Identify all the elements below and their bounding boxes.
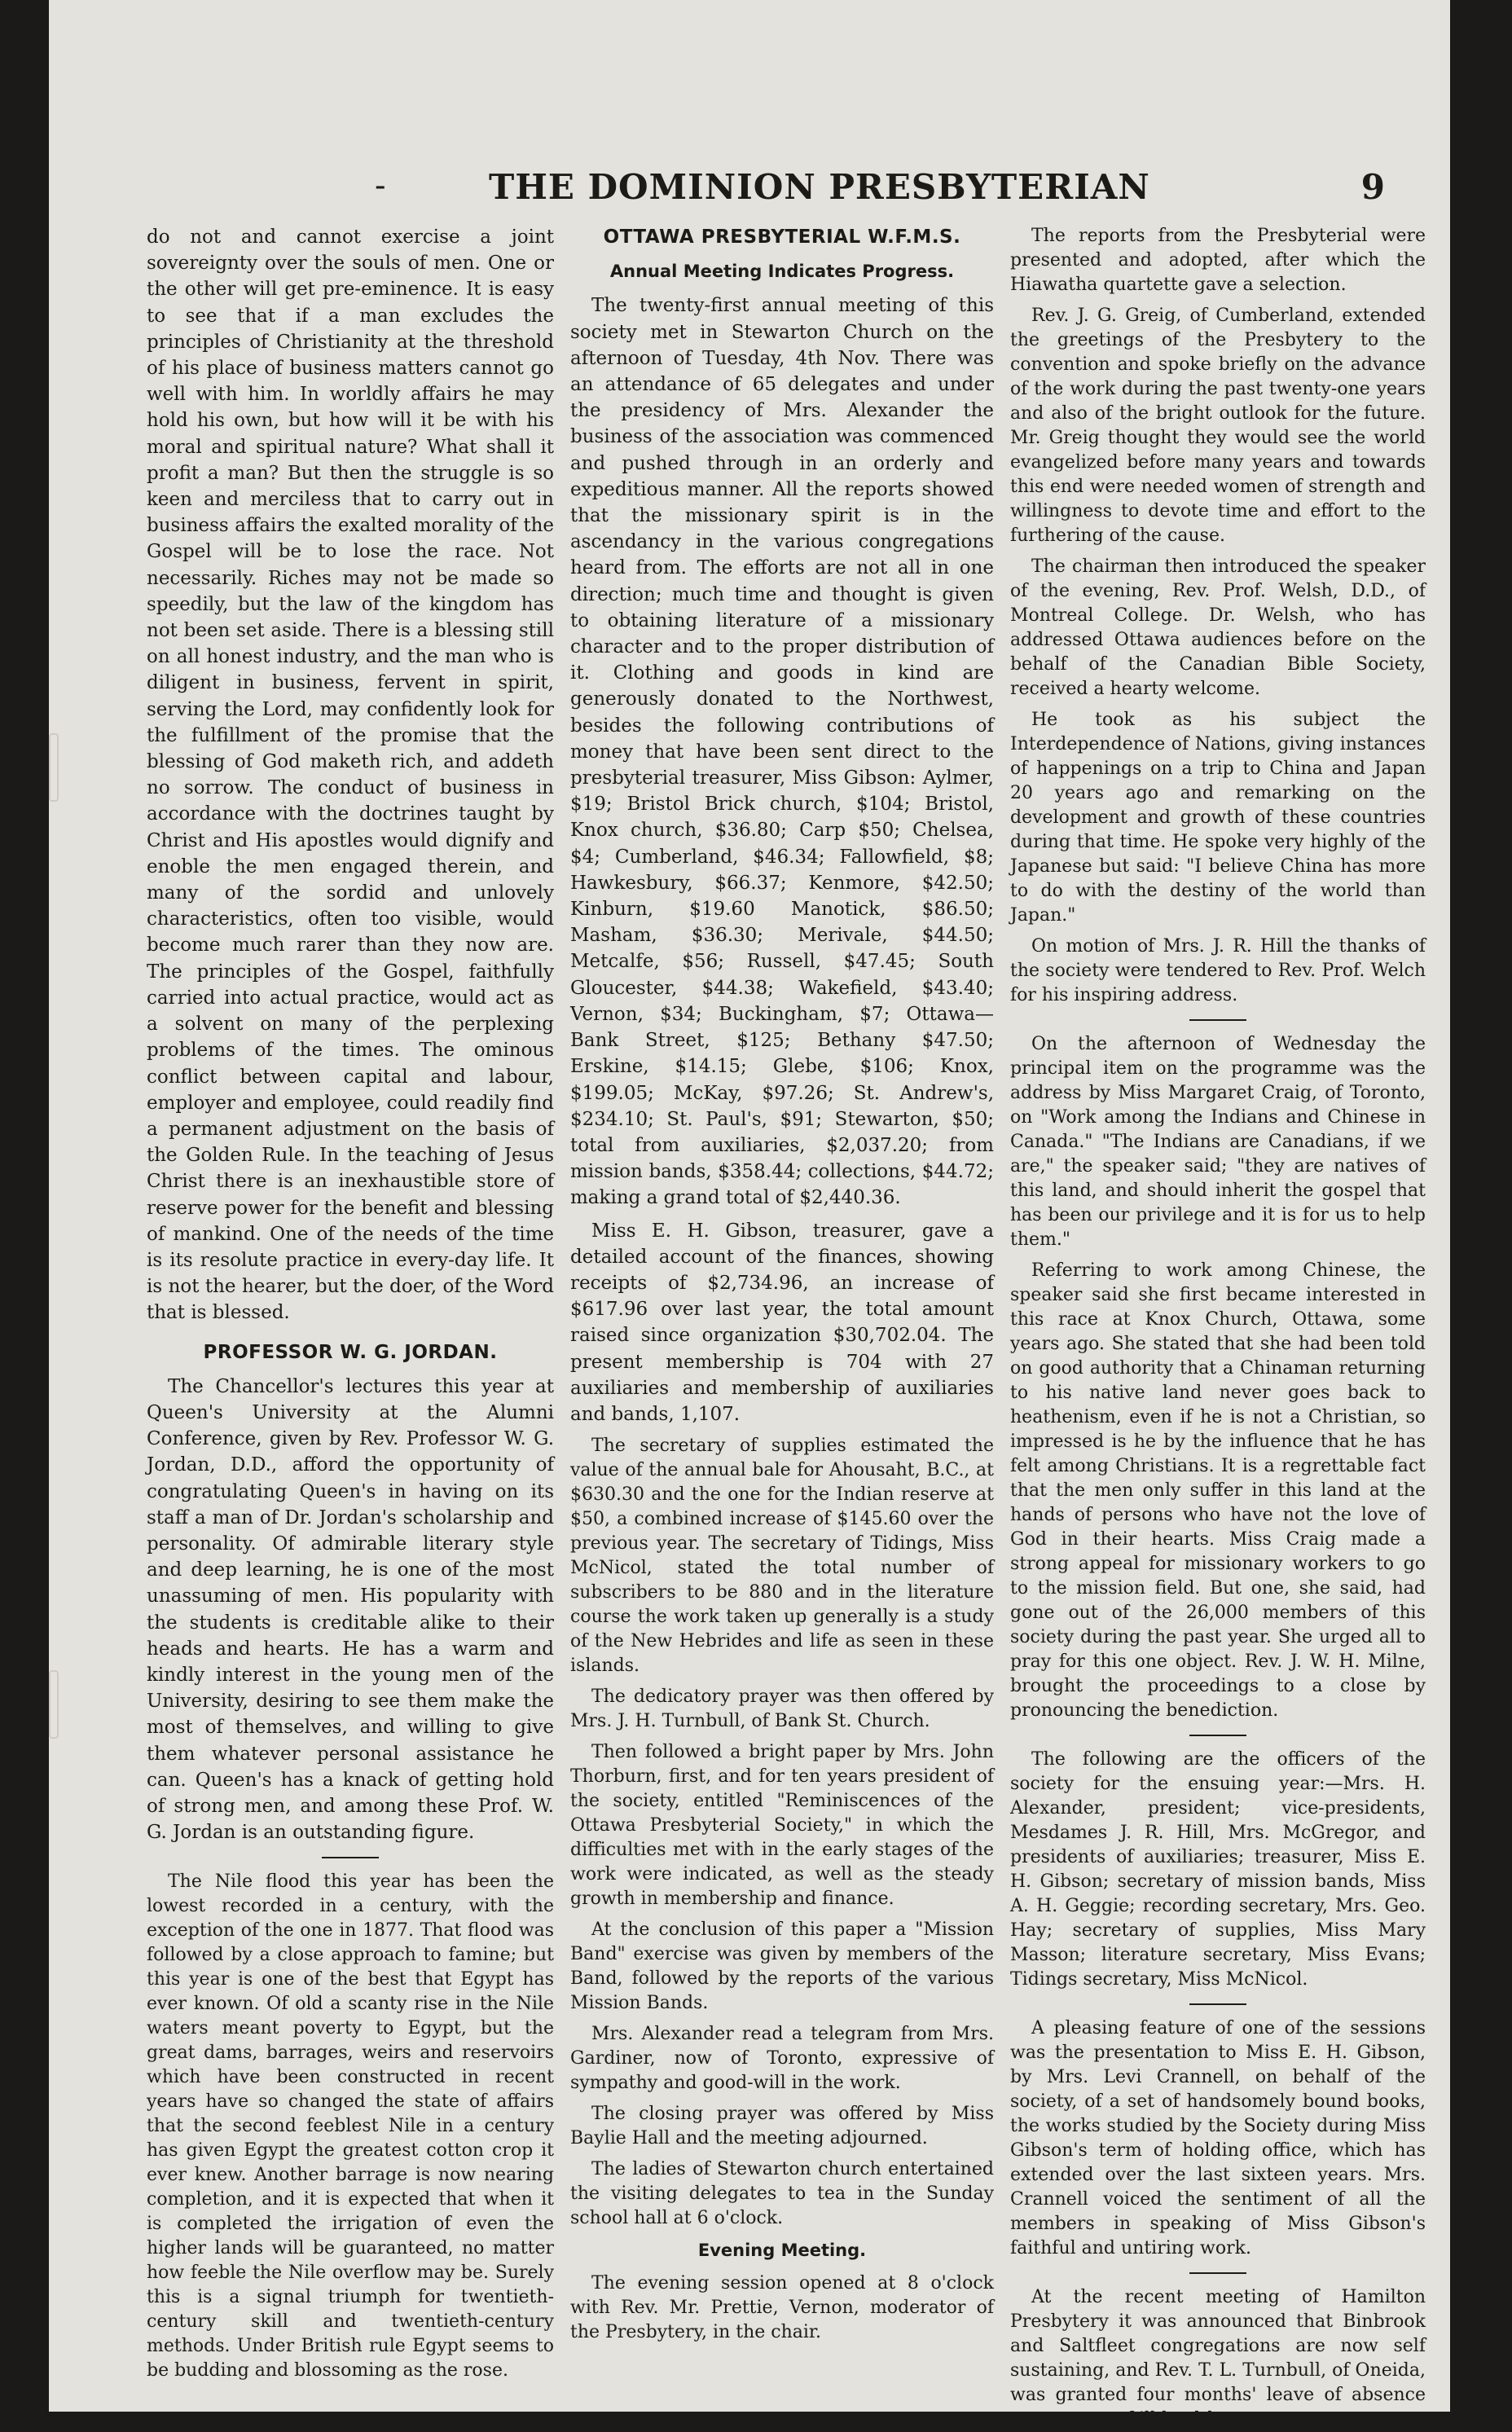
wfms-subheading: Annual Meeting Indicates Progress. xyxy=(609,262,955,282)
article-paragraph: Miss E. H. Gibson, treasurer, gave a detailed account of the finances, showing receipts of $2,734.96, an increase of $617.96 over last year, the total amount raised since organization $30,702.04. The present membership is 704 with 27 auxiliaries and membership of auxiliaries and bands, 1,107. xyxy=(570,1220,994,1425)
publication-title: THE DOMINION PRESBYTERIAN xyxy=(489,167,1150,207)
section-divider xyxy=(322,1857,379,1858)
article-paragraph: The secretary of supplies estimated the value of the annual bale for Ahousaht, B.C., at $630.30 and the one for the Indian reserve at $50, a combined increase of $145.60 over the previous year. The secretary of Tidings, Miss McNicol, stated the total number of subscribers to be 880 and in the literature course the work taken up generally is a study of the New Hebrides and life as seen in these islands. xyxy=(570,1436,994,1677)
article-paragraph: Rev. J. G. Greig, of Cumberland, extended the greetings of the Presbytery to the convention and spoke briefly on the advance of the work during the past twenty-one years and also of the bright outlook for the future. Mr. Greig thought they would see the world evangelized before many years and towards this end were needed women of strength and willingness to devote time and effort to the furthering of the cause. xyxy=(1010,306,1426,546)
section-divider xyxy=(1189,1019,1246,1021)
article-paragraph: The chairman then introduced the speaker of the evening, Rev. Prof. Welsh, D.D., of Montreal College. Dr. Welsh, who has addressed Ottawa audiences before on the behalf of the Canadian Bible Society, received a hearty welcome. xyxy=(1010,556,1426,699)
evening-heading: Evening Meeting. xyxy=(697,2241,867,2261)
article-paragraph: The ladies of Stewarton church entertained the visiting delegates to tea in the Sunday school hall at 6 o'clock. xyxy=(570,2159,994,2229)
binding-mark xyxy=(49,733,59,802)
article-paragraph: The Chancellor's lectures this year at Queen's University at the Alumni Conference, given by Rev. Professor W. G. Jordan, D.D., afford the opportunity of congratulating Queen's in having on its staff a man of Dr. Jordan's scholarship and personality. Of admirable literary style and deep learning, he is one of the most unassuming of men. His popularity with the students is creditable alike to their heads and hearts. He has a warm and kindly interest in the young men of the University, desiring to see them make the most of themselves, and willing to give them whatever personal assistance he can. Queen's has a knack of getting hold of strong men, and among these Prof. W. G. Jordan is an outstanding figure. xyxy=(147,1375,554,1844)
section-divider xyxy=(1189,2272,1246,2274)
section-divider xyxy=(1189,1735,1246,1736)
article-paragraph: At the conclusion of this paper a "Mission Band" exercise was given by members of the Band, followed by the reports of the various Mission Bands. xyxy=(570,1920,994,2014)
page-number: 9 xyxy=(1360,167,1385,207)
article-paragraph: Referring to work among Chinese, the speaker said she first became interested in this race at Knox Church, Ottawa, some years ago. She stated that she had been told on good authority that a Chinaman returning to his native land never goes back to heathenism, even if he is not a Christian, so impressed is he by the influence that he has felt among Christians. It is a regrettable fact that the men only suffer in this land at the hands of persons who have not the love of God in their hearts. Miss Craig made a strong appeal for missionary workers to go to the mission field. But one, she said, had gone out of the 26,000 members of this society during the past year. She urged all to pray for this one object. Rev. J. W. H. Milne, brought the proceedings to a close by pronouncing the benediction. xyxy=(1010,1260,1426,1721)
article-paragraph: At the recent meeting of Hamilton Presbytery it was announced that Binbrook and Saltfleet congregations are now self sustaining, and Rev. T. L. Turnbull, of Oneida, was granted four months' leave of absence on account of ill health. xyxy=(1010,2287,1426,2430)
section-divider xyxy=(1189,2003,1246,2005)
article-paragraph: On the afternoon of Wednesday the principal item on the programme was the address by Miss Margaret Craig, of Toronto, on "Work among the Indians and Chinese in Canada." "The Indians are Canadians, if we are," the speaker said; "they are natives of this land, and should inherit the gospel that has been our privilege and it is for us to help them." xyxy=(1010,1034,1426,1250)
header-dash: - xyxy=(375,167,386,204)
column-3 xyxy=(1010,224,1426,2430)
article-paragraph: The closing prayer was offered by Miss Baylie Hall and the meeting adjourned. xyxy=(570,2104,994,2149)
column-1 xyxy=(147,224,554,2381)
article-paragraph: The Nile flood this year has been the lowest recorded in a century, with the exception of the one in 1877. That flood was followed by a close approach to famine; but this year is one of the best that Egypt has ever known. Of old a scanty rise in the Nile waters meant poverty to Egypt, but the great dams, barrages, weirs and reservoirs which have been constructed in recent years have so changed the state of affairs that the second feeblest Nile in a century has given Egypt the greatest cotton crop it ever knew. Another barrage is now nearing completion, and it is expected that when it is completed the irrigation of even the higher lands will be guaranteed, no matter how feeble the Nile overflow may be. Surely this is a signal triumph for twentieth-century skill and twentieth-century methods. Under British rule Egypt seems to be budding and blossoming as the rose. xyxy=(147,1871,554,2381)
article-paragraph: do not and cannot exercise a joint sovereignty over the souls of men. One or the other will get pre-eminence. It is easy to see that if a man excludes the principles of Christianity at the threshold of his place of business matters cannot go well with him. In worldly affairs he may hold his own, but how will it be with his moral and spiritual nature? What shall it profit a man? But then the struggle is so keen and merciless that to carry out in business affairs the exalted morality of the Gospel will be to lose the race. Not necessarily. Riches may not be made so speedily, but the law of the kingdom has not been set aside. There is a blessing still on all honest industry, and the man who is diligent in business, fervent in spirit, serving the Lord, may confidently look for the fulfillment of the promise that the blessing of God maketh rich, and addeth no sorrow. The conduct of business in accordance with the doctrines taught by Christ and His apostles would dignify and enoble the men engaged therein, and many of the sordid and unlovely characteristics, often too visible, would become much rarer than they now are. The principles of the Gospel, faithfully carried into actual practice, would act as a solvent on many of the perplexing problems of the times. The ominous conflict between capital and labour, employer and employee, could readily find a permanent adjustment on the basis of the Golden Rule. In the teaching of Jesus Christ there is an inexhaustible store of reserve power for the benefit and blessing of mankind. One of the needs of the time is its resolute practice in every-day life. It is not the hearer, but the doer, of the Word that is blessed. xyxy=(147,226,554,1324)
article-paragraph: The dedicatory prayer was then offered by Mrs. J. H. Turnbull, of Bank St. Church. xyxy=(570,1687,994,1732)
page-header xyxy=(49,167,1450,216)
article-paragraph: A pleasing feature of one of the sessions was the presentation to Miss E. H. Gibson, by Mrs. Levi Crannell, on behalf of the society, of a set of handsomely bound books, the works studied by the Society during Miss Gibson's term of holding office, which has extended over the last sixteen years. Mrs. Crannell voiced the sentiment of all the members in speaking of Miss Gibson's faithful and untiring work. xyxy=(1010,2018,1426,2258)
article-paragraph: On motion of Mrs. J. R. Hill the thanks of the society were tendered to Rev. Prof. Welch for his inspiring address. xyxy=(1010,936,1426,1005)
article-paragraph: The twenty-first annual meeting of this society met in Stewarton Church on the afternoon of Tuesday, 4th Nov. There was an attendance of 65 delegates and under the presidency of Mrs. Alexander the business of the association was commenced and pushed through in an orderly and expeditious manner. All the reports showed that the missionary spirit is in the ascendancy in the various congregations heard from. The efforts are not all in one direction; much time and thought is given to obtaining literature of a missionary character and to the proper distribution of it. Clothing and goods in kind are generously donated to the Northwest, besides the following contributions of money that have been sent direct to the presbyterial treasurer, Miss Gibson: Aylmer, $19; Bristol Brick church, $104; Bristol, Knox church, $36.80; Carp $50; Chelsea, $4; Cumberland, $46.34; Fallowfield, $8; Hawkesbury, $66.37; Kenmore, $42.50; Kinburn, $19.60 Manotick, $86.50; Masham, $36.30; Merivale, $44.50; Metcalfe, $56; Russell, $47.45; South Gloucester, $44.38; Wakefield, $43.40; Vernon, $34; Buckingham, $7; Ottawa—Bank Street, $125; Bethany $47.50; Erskine, $14.15; Glebe, $106; Knox, $199.05; McKay, $97.26; St. Andrew's, $234.10; St. Paul's, $91; Stewarton, $50; total from auxiliaries, $2,037.20; from mission bands, $358.44; collections, $44.72; making a grand total of $2,440.36. xyxy=(570,295,994,1209)
jordan-heading: PROFESSOR W. G. JORDAN. xyxy=(203,1341,498,1363)
article-paragraph: Then followed a bright paper by Mrs. John Thorburn, first, and for ten years president of the society, entitled "Reminiscences of the Ottawa Presbyterial Society," in which the difficulties met with in the early stages of the work were indicated, as well as the steady growth in membership and finance. xyxy=(570,1742,994,1910)
article-paragraph: The evening session opened at 8 o'clock with Rev. Mr. Prettie, Vernon, moderator of the Presbytery, in the chair. xyxy=(570,2273,994,2343)
article-paragraph: He took as his subject the Interdependence of Nations, giving instances of happenings on a trip to China and Japan 20 years ago and remarking on the development and growth of these countries during that time. He spoke very highly of the Japanese but said: "I believe China has more to do with the destiny of the world than Japan." xyxy=(1010,710,1426,926)
article-paragraph: The reports from the Presbyterial were presented and adopted, after which the Hiawatha quartette gave a selection. xyxy=(1010,226,1426,295)
article-paragraph: Mrs. Alexander read a telegram from Mrs. Gardiner, now of Toronto, expressive of sympathy and good-will in the work. xyxy=(570,2024,994,2094)
column-2 xyxy=(570,224,994,2375)
wfms-heading: OTTAWA PRESBYTERIAL W.F.M.S. xyxy=(603,226,961,248)
newspaper-page xyxy=(49,0,1450,2430)
article-paragraph: The following are the officers of the society for the ensuing year:—Mrs. H. Alexander, president; vice-presidents, Mesdames J. R. Hill, Mrs. McGregor, and presidents of auxiliaries; treasurer, Miss E. H. Gibson; secretary of mission bands, Miss A. H. Geggie; recording secretary, Mrs. Geo. Hay; secretary of supplies, Miss Mary Masson; literature secretary, Miss Evans; Tidings secretary, Miss McNicol. xyxy=(1010,1749,1426,1990)
binding-mark xyxy=(49,1670,59,1739)
